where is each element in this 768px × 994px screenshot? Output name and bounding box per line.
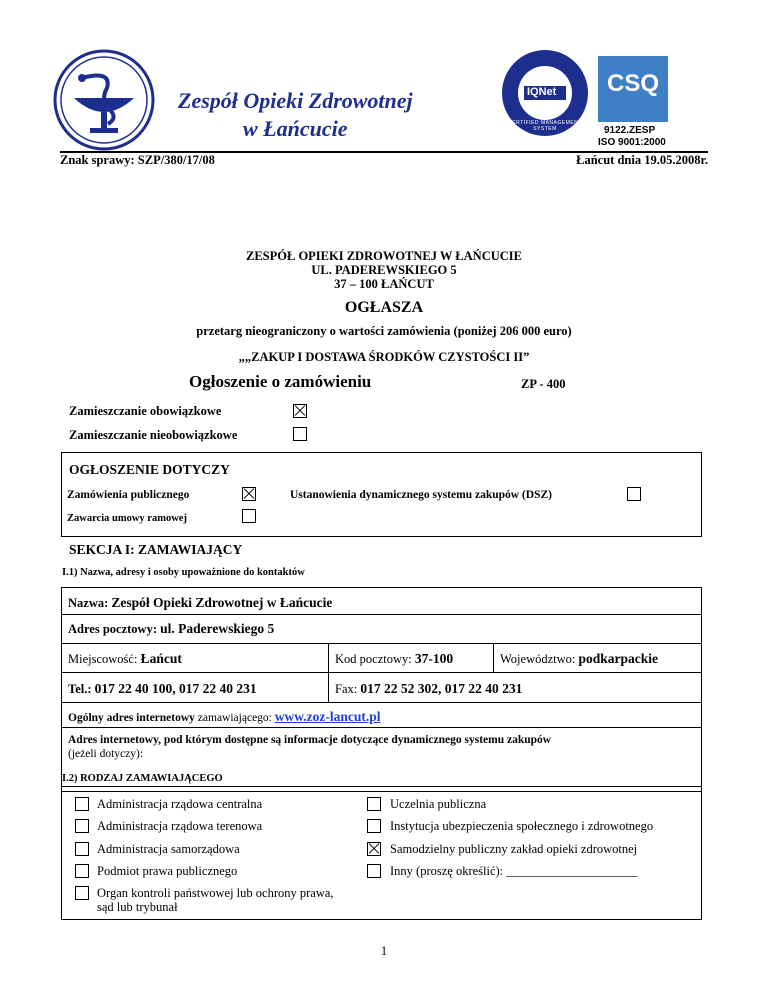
address-line3: 37 – 100 ŁAŃCUT bbox=[334, 277, 434, 291]
contact-row-divider-5 bbox=[61, 727, 702, 728]
type-checkbox-university[interactable] bbox=[367, 797, 381, 811]
zip-value: 37-100 bbox=[414, 651, 454, 666]
type-checkbox-other[interactable] bbox=[367, 864, 381, 878]
type-label-control-authority-line2: sąd lub trybunał bbox=[97, 900, 178, 914]
mandatory-label: Zamieszczanie obowiązkowe bbox=[69, 404, 222, 418]
section1-sub2: I.2) RODZAJ ZAMAWIAJĄCEGO bbox=[62, 773, 223, 784]
name-value: Zespół Opieki Zdrowotnej w Łańcucie bbox=[111, 595, 333, 610]
type-checkbox-central-admin[interactable] bbox=[75, 797, 89, 811]
postal-label: Adres pocztowy: bbox=[68, 622, 157, 636]
web-label-bold: Ogólny adres internetowy bbox=[68, 712, 195, 724]
type-label-insurance-institution: Instytucja ubezpieczenia społecznego i zdrowotnego bbox=[390, 819, 654, 833]
framework-checkbox[interactable] bbox=[242, 509, 256, 523]
mandatory-checkbox[interactable] bbox=[293, 404, 307, 418]
web-row bbox=[68, 709, 381, 725]
framework-label: Zawarcia umowy ramowej bbox=[67, 513, 187, 524]
iqnet-ring-text: CERTIFIED MANAGEMENT SYSTEM bbox=[508, 120, 582, 132]
address-line2: UL. PADEREWSKIEGO 5 bbox=[311, 263, 457, 277]
type-label-other: Inny (proszę określić): _____________________ bbox=[390, 864, 638, 878]
type-label-university: Uczelnia publiczna bbox=[390, 797, 487, 811]
province-cell bbox=[500, 651, 658, 667]
csq-label: CSQ bbox=[606, 70, 659, 97]
name-label: Nazwa: bbox=[68, 596, 109, 610]
dsz-label: Ustanowienia dynamicznego systemu zakupów (DSZ) bbox=[290, 489, 552, 501]
org-name-line2: w Łańcucie bbox=[243, 116, 348, 141]
postal-value: ul. Paderewskiego 5 bbox=[160, 621, 275, 636]
dsz-address-note: (jeżeli dotyczy): bbox=[68, 748, 144, 760]
type-label-public-healthcare: Samodzielny publiczny zakład opieki zdrowotnej bbox=[390, 842, 638, 856]
tel-label: Tel.: bbox=[68, 682, 92, 696]
province-label: Województwo: bbox=[500, 652, 576, 666]
iqnet-certificate-logo bbox=[500, 48, 590, 138]
contact-row-divider-3 bbox=[61, 672, 702, 673]
city-value: Łańcut bbox=[140, 651, 182, 666]
website-link[interactable]: www.zoz-lancut.pl bbox=[274, 709, 381, 724]
page-number: 1 bbox=[380, 944, 388, 958]
contact-row-divider-1 bbox=[61, 614, 702, 615]
postal-row bbox=[68, 621, 274, 637]
type-checkbox-public-healthcare[interactable] bbox=[367, 842, 381, 856]
cert-number: 9122.ZESP bbox=[604, 125, 656, 136]
type-label-control-authority-line1: Organ kontroli państwowej lub ochrony prawa, bbox=[97, 886, 334, 900]
announcement-subject: „„ZAKUP I DOSTAWA ŚRODKÓW CZYSTOŚCI II” bbox=[238, 350, 530, 364]
contact-row-divider-2 bbox=[61, 643, 702, 644]
contact-row-divider-4 bbox=[61, 702, 702, 703]
optional-checkbox[interactable] bbox=[293, 427, 307, 441]
iqnet-label: IQNet bbox=[527, 86, 557, 98]
type-label-central-admin: Administracja rządowa centralna bbox=[97, 797, 263, 811]
tel-cell bbox=[68, 681, 257, 697]
public-order-label: Zamówienia publicznego bbox=[67, 489, 190, 501]
notice-title: Ogłoszenie o zamówieniu bbox=[189, 372, 372, 391]
type-checkbox-local-admin[interactable] bbox=[75, 842, 89, 856]
tel-value: 017 22 40 100, 017 22 40 231 bbox=[94, 681, 257, 696]
zip-cell bbox=[335, 651, 453, 667]
section1-heading: SEKCJA I: ZAMAWIAJĄCY bbox=[69, 542, 243, 557]
type-checkbox-regional-admin[interactable] bbox=[75, 819, 89, 833]
hospital-logo bbox=[52, 48, 156, 152]
dsz-checkbox[interactable] bbox=[627, 487, 641, 501]
org-name-line1: Zespół Opieki Zdrowotnej bbox=[178, 88, 413, 113]
public-order-checkbox[interactable] bbox=[242, 487, 256, 501]
dsz-address-label: Adres internetowy, pod którym dostępne są informacje dotyczące dynamicznego systemu zakupów bbox=[68, 734, 552, 746]
contact-col-divider-2 bbox=[493, 643, 494, 672]
dsz-address-row bbox=[68, 733, 693, 761]
form-code: ZP - 400 bbox=[521, 377, 566, 391]
optional-label: Zamieszczanie nieobowiązkowe bbox=[69, 428, 238, 442]
section1-sub1: I.1) Nazwa, adresy i osoby upoważnione do kontaktów bbox=[62, 567, 305, 578]
fax-value: 017 22 52 302, 017 22 40 231 bbox=[360, 681, 523, 696]
name-row bbox=[68, 595, 332, 611]
type-label-control-authority bbox=[97, 886, 334, 914]
type-label-regional-admin: Administracja rządowa terenowa bbox=[97, 819, 263, 833]
type-label-local-admin: Administracja samorządowa bbox=[97, 842, 240, 856]
zip-label: Kod pocztowy: bbox=[335, 652, 412, 666]
cert-standard: ISO 9001:2000 bbox=[598, 137, 666, 148]
type-checkbox-insurance-institution[interactable] bbox=[367, 819, 381, 833]
province-value: podkarpackie bbox=[578, 651, 659, 666]
type-checkbox-control-authority[interactable] bbox=[75, 886, 89, 900]
fax-label: Fax: bbox=[335, 682, 358, 696]
web-label-rest: zamawiającego: bbox=[197, 712, 272, 724]
address-line1: ZESPÓŁ OPIEKI ZDROWOTNEJ W ŁAŃCUCIE bbox=[246, 249, 522, 263]
city-cell bbox=[68, 651, 182, 667]
type-checkbox-public-law-entity[interactable] bbox=[75, 864, 89, 878]
csq-logo bbox=[598, 56, 668, 122]
type-label-public-law-entity: Podmiot prawa publicznego bbox=[97, 864, 238, 878]
city-label: Miejscowość: bbox=[68, 652, 138, 666]
concerns-heading: OGŁOSZENIE DOTYCZY bbox=[69, 462, 230, 477]
case-number: Znak sprawy: SZP/380/17/08 bbox=[60, 153, 215, 167]
date-place: Łańcut dnia 19.05.2008r. bbox=[576, 153, 708, 167]
fax-cell bbox=[335, 681, 522, 697]
announcement-title: OGŁASZA bbox=[344, 299, 424, 316]
contact-col-divider-1 bbox=[328, 643, 329, 702]
announcement-subtitle: przetarg nieograniczony o wartości zamówienia (poniżej 206 000 euro) bbox=[196, 324, 572, 338]
